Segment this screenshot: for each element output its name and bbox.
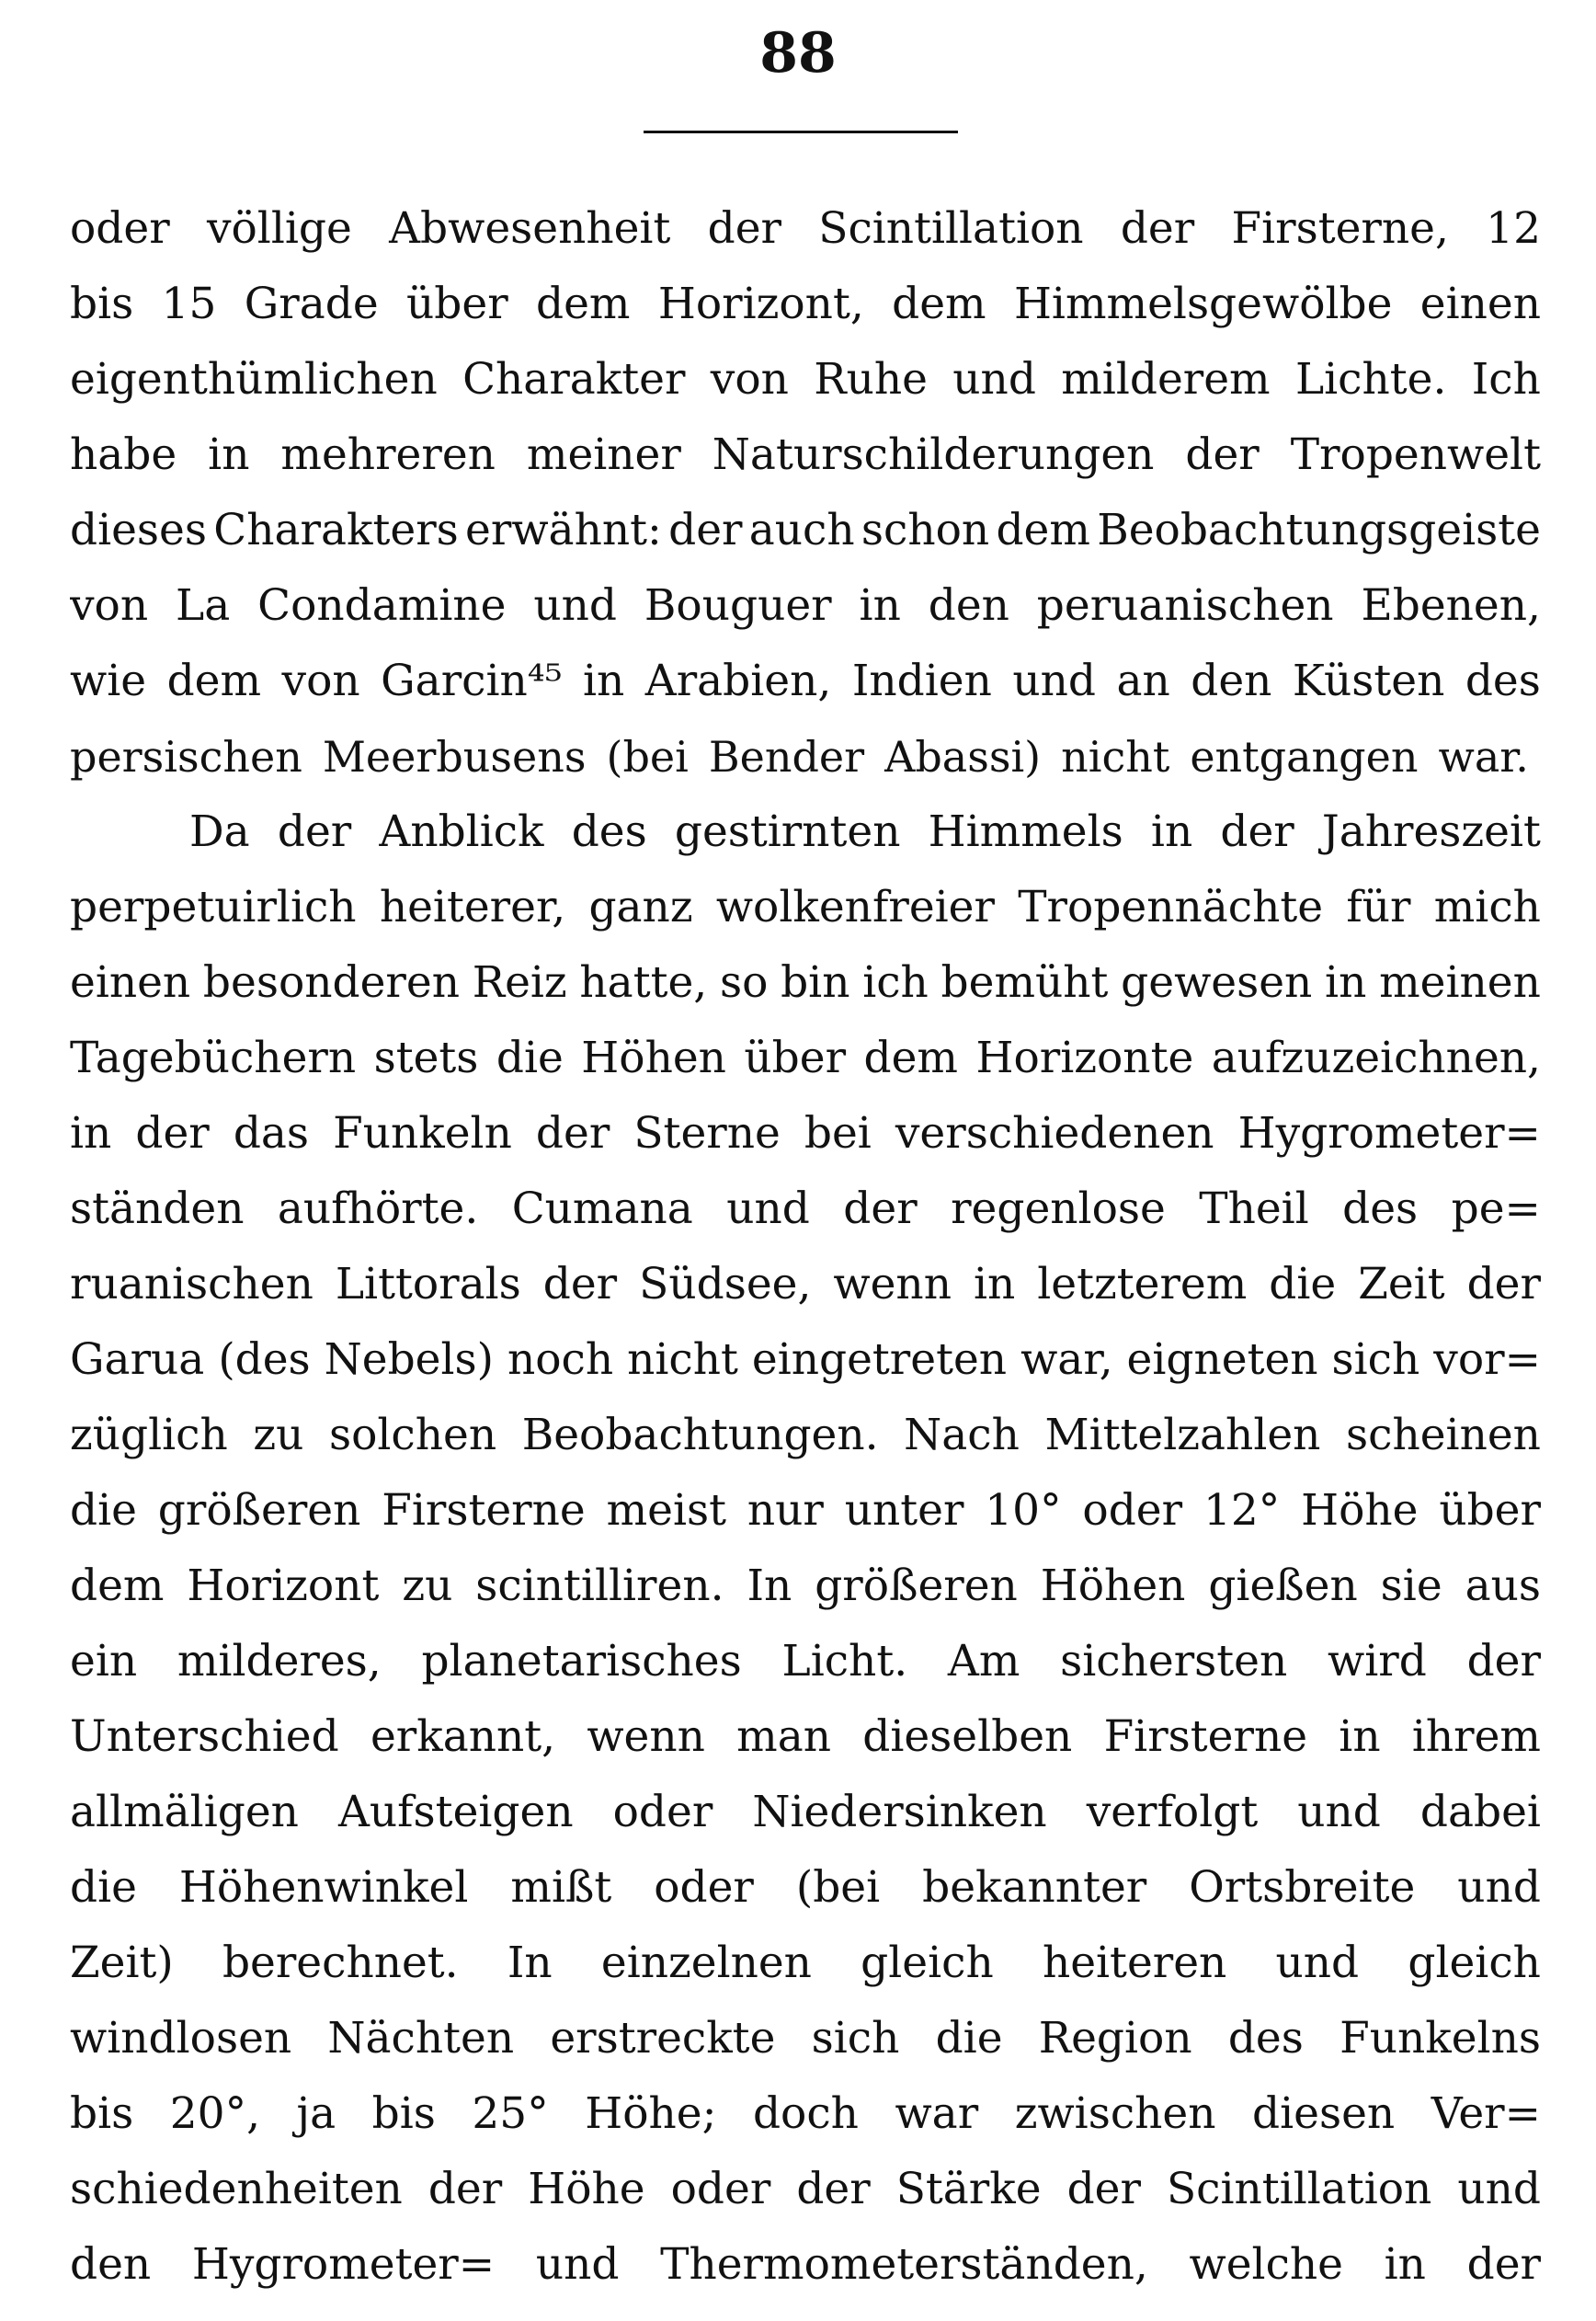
word: Sterne <box>633 1108 781 1159</box>
word: heiteren <box>1042 1938 1227 1988</box>
text-line <box>70 1624 1541 1699</box>
word: eigenthümlichen <box>70 354 438 405</box>
word: Region <box>1038 2013 1192 2064</box>
word: größeren <box>815 1561 1018 1611</box>
word: Höhen <box>1040 1561 1186 1611</box>
word: wenn <box>833 1259 952 1309</box>
word: der <box>668 505 743 555</box>
word: Ruhe <box>814 354 928 405</box>
word: größeren <box>157 1485 361 1536</box>
word: bei <box>804 1108 872 1159</box>
word: war. <box>1438 732 1529 782</box>
word: einen <box>1419 279 1541 329</box>
word: Niedersinken <box>752 1787 1047 1837</box>
word: Licht. <box>781 1636 908 1686</box>
word: persischen <box>70 732 302 782</box>
word: über <box>1439 1485 1541 1536</box>
word: Horizonte <box>975 1033 1194 1083</box>
text-line <box>70 2076 1541 2152</box>
word: La <box>176 580 231 631</box>
word: der <box>1220 806 1294 857</box>
word: ihrem <box>1411 1711 1541 1762</box>
word: Beobachtungsgeiste <box>1097 505 1541 555</box>
text-line <box>70 342 1541 417</box>
word: man <box>736 1711 832 1762</box>
word: Zeit) <box>70 1938 174 1988</box>
word: in <box>1325 957 1367 1008</box>
word: sich <box>811 2013 900 2064</box>
word: bemüht <box>940 957 1109 1008</box>
word: oder <box>654 1862 754 1913</box>
word: Nächten <box>327 2013 515 2064</box>
word: Zeit <box>1358 1259 1445 1309</box>
word: dem <box>70 1561 165 1611</box>
word: 15 <box>161 279 217 329</box>
word: der <box>1185 429 1260 480</box>
text-line <box>70 1398 1541 1473</box>
word: 10° <box>985 1485 1062 1536</box>
word: Horizont <box>187 1561 380 1611</box>
word: mich <box>1433 882 1541 932</box>
word: Am <box>947 1636 1020 1686</box>
word: doch <box>752 2088 859 2139</box>
word: dieselben <box>862 1711 1073 1762</box>
word: hatte, <box>579 957 708 1008</box>
word: sie <box>1380 1561 1442 1611</box>
word: des <box>571 806 647 857</box>
word: und <box>1275 1938 1360 1988</box>
word: Beobachtungen. <box>521 1410 879 1460</box>
word: In <box>747 1561 792 1611</box>
word: Scintillation <box>818 203 1084 254</box>
word: von <box>281 656 360 706</box>
word: Südsee, <box>639 1259 812 1309</box>
word: Tagebüchern <box>70 1033 357 1083</box>
word: sich <box>1331 1334 1420 1385</box>
word: 25° <box>472 2088 549 2139</box>
word: letzterem <box>1037 1259 1248 1309</box>
word: Garua <box>70 1334 205 1385</box>
word: der <box>1066 2164 1141 2214</box>
word: ruanischen <box>70 1259 314 1309</box>
word: Hygrometer= <box>1237 1108 1541 1159</box>
word: der <box>796 2164 871 2214</box>
word: für <box>1346 882 1411 932</box>
text-line <box>70 1247 1541 1322</box>
word: die <box>70 1485 137 1536</box>
word: des <box>1465 656 1541 706</box>
word: entgangen <box>1190 732 1419 782</box>
word: zwischen <box>1014 2088 1216 2139</box>
text-line <box>70 870 1541 945</box>
word: 12° <box>1203 1485 1281 1536</box>
word: Abassi) <box>884 732 1042 782</box>
word: erwähnt: <box>465 505 662 555</box>
word: meinen <box>1379 957 1541 1008</box>
word: Thermometerständen, <box>660 2239 1148 2290</box>
word: bin <box>781 957 850 1008</box>
word: dem <box>996 505 1090 555</box>
text-line <box>70 644 1541 719</box>
word: den <box>1191 656 1272 706</box>
word: (bei <box>795 1862 881 1913</box>
word: nicht <box>1061 732 1170 782</box>
word: Küsten <box>1292 656 1445 706</box>
word: wie <box>70 656 147 706</box>
word: gestirnten <box>674 806 901 857</box>
text-line <box>70 1699 1541 1775</box>
word: ganz <box>588 882 693 932</box>
text-line <box>70 1096 1541 1172</box>
word: einen <box>70 957 191 1008</box>
word: aufzuzeichnen, <box>1211 1033 1541 1083</box>
text-line <box>70 417 1541 493</box>
word: der <box>707 203 781 254</box>
word: und <box>1457 1862 1541 1913</box>
word: oder <box>1082 1485 1183 1536</box>
text-line <box>70 2001 1541 2076</box>
word: Höhe <box>528 2164 645 2214</box>
word: dabei <box>1419 1787 1541 1837</box>
word: berechnet. <box>222 1938 459 1988</box>
word: dieses <box>70 505 207 555</box>
word: Mittelzahlen <box>1044 1410 1321 1460</box>
word: völlige <box>206 203 352 254</box>
word: vor= <box>1433 1334 1541 1385</box>
word: sichersten <box>1060 1636 1288 1686</box>
word: bis <box>70 2088 134 2139</box>
word: besonderen <box>202 957 460 1008</box>
word: wolkenfreier <box>715 882 995 932</box>
word: des <box>1227 2013 1304 2064</box>
word: nur <box>747 1485 824 1536</box>
word: scheinen <box>1346 1410 1541 1460</box>
word: planetarisches <box>421 1636 742 1686</box>
word: Höhen <box>581 1033 726 1083</box>
word: Firsterne <box>382 1485 586 1536</box>
word: auch <box>748 505 855 555</box>
word: Höhe <box>1301 1485 1419 1536</box>
word: und <box>952 354 1036 405</box>
word: Hygrometer= <box>191 2239 496 2290</box>
word: noch <box>507 1334 614 1385</box>
text-line <box>70 1322 1541 1398</box>
word: gewesen <box>1121 957 1313 1008</box>
word: mehreren <box>280 429 496 480</box>
text-line <box>70 191 1541 267</box>
word: und <box>533 580 617 631</box>
word: der <box>428 2164 503 2214</box>
text-line <box>70 1172 1541 1247</box>
word: Unterschied <box>70 1711 339 1762</box>
word: meist <box>606 1485 726 1536</box>
word: Bender <box>708 732 865 782</box>
word: oder <box>670 2164 771 2214</box>
text-line <box>70 1850 1541 1926</box>
text-line <box>70 719 1541 795</box>
word: der <box>277 806 352 857</box>
word: Tropennächte <box>1018 882 1324 932</box>
word: der <box>542 1259 618 1309</box>
word: perpetuirlich <box>70 882 357 932</box>
word: stets <box>373 1033 479 1083</box>
word: Littorals <box>335 1259 521 1309</box>
word: Ortsbreite <box>1189 1862 1416 1913</box>
word: Charakters <box>213 505 459 555</box>
word: Cumana <box>511 1183 693 1234</box>
word: Grade <box>244 279 379 329</box>
word: solchen <box>328 1410 497 1460</box>
word: schon <box>861 505 990 555</box>
word: windlosen <box>70 2013 292 2064</box>
word: verschiedenen <box>895 1108 1214 1159</box>
word: Horizont, <box>657 279 864 329</box>
text-line <box>70 1021 1541 1096</box>
word: Ich <box>1471 354 1541 405</box>
word: dem <box>892 279 986 329</box>
word: Himmels <box>928 806 1123 857</box>
word: dem <box>536 279 631 329</box>
word: aufhörte. <box>277 1183 479 1234</box>
word: von <box>710 354 789 405</box>
word: wird <box>1328 1636 1427 1686</box>
page-number: 88 <box>759 21 837 86</box>
word: Ver= <box>1431 2088 1541 2139</box>
word: heiterer, <box>379 882 566 932</box>
word: der <box>843 1183 918 1234</box>
word: scintilliren. <box>475 1561 724 1611</box>
word: bis <box>371 2088 436 2139</box>
word: bis <box>70 279 134 329</box>
word: Funkeln <box>333 1108 512 1159</box>
word: 20°, <box>169 2088 261 2139</box>
word: die <box>1269 1259 1337 1309</box>
word: zu <box>402 1561 453 1611</box>
word: In <box>507 1938 553 1988</box>
word: Höhe; <box>585 2088 717 2139</box>
text-line <box>70 795 1541 870</box>
word: verfolgt <box>1086 1787 1259 1837</box>
word: über <box>744 1033 847 1083</box>
text-line <box>70 493 1541 568</box>
text-line <box>70 2227 1541 2303</box>
word: erkannt, <box>370 1711 556 1762</box>
word: Höhenwinkel <box>178 1862 469 1913</box>
word: pe= <box>1451 1183 1541 1234</box>
word: Bouguer <box>644 580 832 631</box>
text-line <box>70 1775 1541 1850</box>
word: Aufsteigen <box>337 1787 574 1837</box>
body-text <box>70 191 1541 2303</box>
word: dem <box>166 656 262 706</box>
word: Condamine <box>257 580 507 631</box>
word: das <box>233 1108 310 1159</box>
word: peruanischen <box>1036 580 1334 631</box>
word: an <box>1116 656 1170 706</box>
text-line <box>70 1473 1541 1549</box>
word: die <box>496 1033 564 1083</box>
word: gießen <box>1208 1561 1358 1611</box>
word: nicht <box>627 1334 738 1385</box>
word: ständen <box>70 1183 245 1234</box>
word: Nebels) <box>324 1334 494 1385</box>
word: Reiz <box>472 957 567 1008</box>
text-line <box>70 1926 1541 2001</box>
word: Abwesenheit <box>389 203 671 254</box>
word: Naturschilderungen <box>712 429 1155 480</box>
word: ja <box>296 2088 336 2139</box>
word: züglich <box>70 1410 228 1460</box>
word: Firsterne, <box>1231 203 1449 254</box>
word: der <box>135 1108 210 1159</box>
word: die <box>935 2013 1003 2064</box>
word: Theil <box>1199 1183 1309 1234</box>
word: Garcin⁴⁵ <box>381 656 563 706</box>
word: in <box>70 1108 112 1159</box>
word: Nach <box>904 1410 1020 1460</box>
word: Tropenwelt <box>1290 429 1541 480</box>
word: bekannter <box>922 1862 1147 1913</box>
word: Stärke <box>895 2164 1042 2214</box>
word: den <box>70 2239 152 2290</box>
word: der <box>1120 203 1195 254</box>
word: Jahreszeit <box>1321 806 1541 857</box>
text-line <box>70 945 1541 1021</box>
word: den <box>928 580 1009 631</box>
word: der <box>1466 1636 1541 1686</box>
header-rule <box>644 131 958 133</box>
word: mißt <box>510 1862 612 1913</box>
word: (bei <box>606 732 689 782</box>
word: Himmelsgewölbe <box>1013 279 1393 329</box>
word: einzelnen <box>600 1938 812 1988</box>
word: in <box>1339 1711 1381 1762</box>
word: in <box>973 1259 1016 1309</box>
word: diesen <box>1252 2088 1396 2139</box>
word: in <box>208 429 250 480</box>
word: ich <box>862 957 929 1008</box>
word: meiner <box>526 429 681 480</box>
word: in <box>859 580 901 631</box>
word: die <box>70 1862 137 1913</box>
text-line <box>70 267 1541 342</box>
word: Ebenen, <box>1361 580 1541 631</box>
word: der <box>1466 2239 1541 2290</box>
word: eigneten <box>1126 1334 1318 1385</box>
word: allmäligen <box>70 1787 299 1837</box>
text-line <box>70 1549 1541 1624</box>
word: der <box>1466 1259 1541 1309</box>
word: von <box>70 580 149 631</box>
word: in <box>582 656 625 706</box>
word: und <box>726 1183 810 1234</box>
word: und <box>1297 1787 1381 1837</box>
word: oder <box>70 203 170 254</box>
word: in <box>1384 2239 1426 2290</box>
word: des <box>1342 1183 1419 1234</box>
word: gleich <box>1408 1938 1541 1988</box>
word: war, <box>1020 1334 1113 1385</box>
word: Charakter <box>462 354 686 405</box>
word: welche <box>1189 2239 1343 2290</box>
word: ein <box>70 1636 138 1686</box>
word: Da <box>189 806 250 857</box>
word: Firsterne <box>1103 1711 1308 1762</box>
text-line <box>70 568 1541 644</box>
word: und <box>1457 2164 1541 2214</box>
word: Funkelns <box>1340 2013 1541 2064</box>
text-line <box>70 2152 1541 2227</box>
word: und <box>535 2239 620 2290</box>
word: regenlose <box>951 1183 1166 1234</box>
word: unter <box>844 1485 964 1536</box>
word: Indien <box>851 656 992 706</box>
word: gleich <box>861 1938 994 1988</box>
word: so <box>719 957 769 1008</box>
word: eingetreten <box>751 1334 1008 1385</box>
word: Meerbusens <box>322 732 587 782</box>
word: war <box>895 2088 979 2139</box>
word: dem <box>863 1033 958 1083</box>
word: Scintillation <box>1166 2164 1432 2214</box>
word: und <box>1012 656 1096 706</box>
word: schiedenheiten <box>70 2164 403 2214</box>
word: aus <box>1465 1561 1541 1611</box>
word: erstreckte <box>550 2013 776 2064</box>
word: habe <box>70 429 177 480</box>
word: milderes, <box>177 1636 382 1686</box>
word: 12 <box>1486 203 1541 254</box>
word: Arabien, <box>644 656 832 706</box>
word: in <box>1150 806 1193 857</box>
word: Lichte. <box>1294 354 1447 405</box>
word: oder <box>612 1787 713 1837</box>
word: zu <box>253 1410 304 1460</box>
word: milderem <box>1061 354 1271 405</box>
word: wenn <box>587 1711 705 1762</box>
word: der <box>535 1108 610 1159</box>
word: über <box>406 279 508 329</box>
word: (des <box>218 1334 311 1385</box>
word: Anblick <box>379 806 544 857</box>
